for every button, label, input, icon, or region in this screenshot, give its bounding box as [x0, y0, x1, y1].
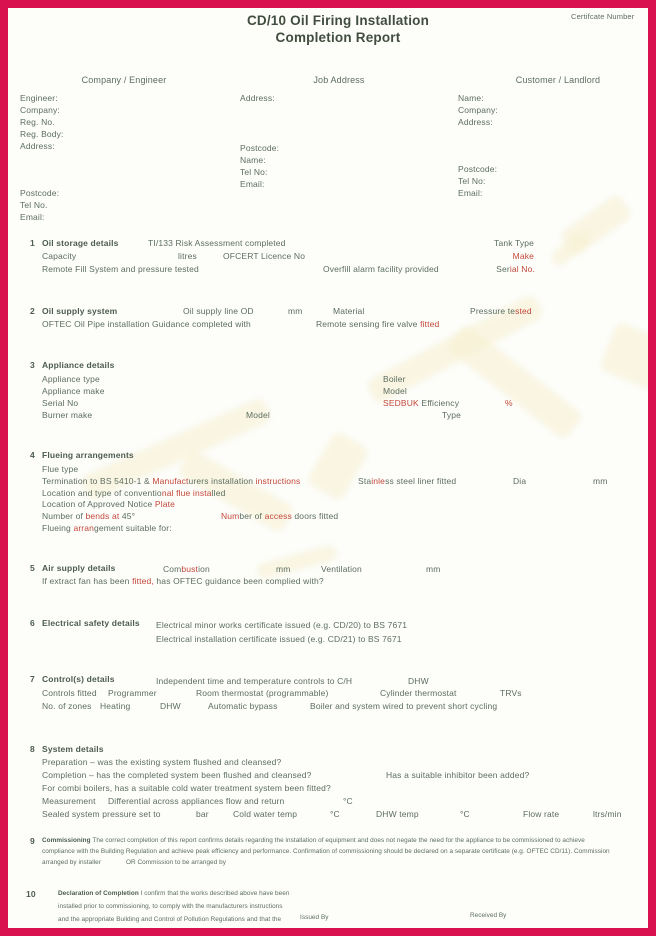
- label-flueing-suitable-for: Flueing arrangement suitable for:: [42, 523, 172, 533]
- label-mm: mm: [288, 306, 303, 316]
- label-cold-water-degc: °C: [330, 809, 340, 819]
- label-preparation: Preparation – was the existing system flushed and cleansed?: [42, 757, 282, 767]
- label-liner-mm: mm: [593, 476, 608, 486]
- label-received-by: Received By: [470, 912, 507, 919]
- label-short-cycling: Boiler and system wired to prevent short cycling: [310, 701, 498, 711]
- label-completion: Completion – has the completed system been flushed and cleansed?: [42, 770, 312, 780]
- label-combustion-mm: mm: [276, 564, 291, 574]
- label-oil-supply-line-od: Oil supply line OD: [183, 306, 254, 316]
- label-model: Model: [383, 386, 407, 396]
- label-issued-by: Issued By: [300, 914, 329, 921]
- section-3-title: Appliance details: [42, 360, 115, 370]
- label-cust-email: Email:: [458, 188, 483, 198]
- section-6-title: Electrical safety details: [42, 618, 140, 628]
- label-dhw-temp: DHW temp: [376, 809, 419, 819]
- label-termination-bs5410: Termination to BS 5410-1 & Manufacturers installation instructions: [42, 476, 301, 486]
- label-reg-no: Reg. No.: [20, 117, 55, 127]
- label-minor-works-certificate: Electrical minor works certificate issued (e.g. CD/20) to BS 7671: [156, 620, 408, 630]
- label-commission-arranged-by-installer: arranged by installer: [42, 859, 101, 866]
- section-3-number: 3: [30, 360, 35, 370]
- commissioning-text-line2: compliance with the Building Regulation and achieve peak efficiency and performance. Confirmation of commissioning should be declared on a separate certificate (e.g. OFTEC CD/11). Commission: [42, 848, 610, 855]
- label-material: Material: [333, 306, 365, 316]
- label-burner-make: Burner make: [42, 410, 93, 420]
- section-9-number: 9: [30, 836, 35, 846]
- label-cust-postcode: Postcode:: [458, 164, 498, 174]
- label-sealed-system: Sealed system pressure set to: [42, 809, 161, 819]
- label-serial-no: Serial No.: [496, 264, 535, 274]
- label-address: Address:: [20, 141, 55, 151]
- label-ltrs-min: ltrs/min: [593, 809, 622, 819]
- label-stainless-liner: Stainless steel liner fitted: [358, 476, 457, 486]
- column-header-customer-landlord: Customer / Landlord: [515, 75, 601, 85]
- label-controls-fitted: Controls fitted: [42, 688, 97, 698]
- label-job-name: Name:: [240, 155, 266, 165]
- label-dia: Dia: [513, 476, 527, 486]
- section-7-title: Control(s) details: [42, 674, 115, 684]
- label-or-commission-arranged-by: OR Commission to be arranged by: [126, 859, 226, 866]
- label-percent: %: [505, 398, 513, 408]
- watermark-blob: [255, 544, 338, 581]
- label-location-notice-plate: Location of Approved Notice Plate: [42, 499, 176, 509]
- label-appliance-type: Appliance type: [42, 374, 100, 384]
- label-boiler: Boiler: [383, 374, 406, 384]
- label-appliance-make: Appliance make: [42, 386, 105, 396]
- label-make: Make: [512, 251, 534, 261]
- column-header-company-engineer: Company / Engineer: [81, 75, 167, 85]
- section-4-number: 4: [30, 450, 35, 460]
- label-differential-degc: °C: [343, 796, 353, 806]
- label-dhw: DHW: [408, 676, 429, 686]
- label-cold-water-temp: Cold water temp: [233, 809, 298, 819]
- label-heating: Heating: [100, 701, 131, 711]
- declaration-text-line2: installed prior to commissioning, to comply with the manufacturers instructions: [58, 903, 283, 910]
- commissioning-text-line1: Commissioning The correct completion of this report confirms details regarding the installation of equipment and does not negate the need for the appliance to be commissioned to achieve: [42, 837, 585, 844]
- report-title-line2: Completion Report: [275, 30, 401, 45]
- watermark-blob: [446, 323, 584, 441]
- section-1-number: 1: [30, 238, 35, 248]
- label-job-address: Address:: [240, 93, 275, 103]
- label-ventilation-mm: mm: [426, 564, 441, 574]
- label-capacity: Capacity: [42, 251, 77, 261]
- watermark-blob: [598, 321, 656, 391]
- label-postcode: Postcode:: [20, 188, 60, 198]
- label-risk-assessment: TI/133 Risk Assessment completed: [148, 238, 286, 248]
- label-ofcert-licence: OFCERT Licence No: [223, 251, 306, 261]
- label-job-tel-no: Tel No:: [240, 167, 268, 177]
- label-measurement: Measurement: [42, 796, 96, 806]
- label-cust-name: Name:: [458, 93, 484, 103]
- label-combustion: Combustion: [163, 564, 210, 574]
- section-2-number: 2: [30, 306, 35, 316]
- label-inhibitor: Has a suitable inhibitor been added?: [386, 770, 530, 780]
- label-company: Company:: [20, 105, 60, 115]
- section-7-number: 7: [30, 674, 35, 684]
- label-remote-fill: Remote Fill System and pressure tested: [42, 264, 199, 274]
- label-no-of-zones: No. of zones: [42, 701, 92, 711]
- declaration-text-line4: operating requirements have been demonstrated to the owner/end user: [58, 929, 264, 936]
- label-extract-fan: If extract fan has been fitted, has OFTEC guidance been complied with?: [42, 576, 324, 586]
- declaration-text-line3: and the appropriate Building and Control of Pollution Regulations and that the: [58, 916, 282, 923]
- label-bar: bar: [196, 809, 209, 819]
- label-date: Date: [300, 928, 314, 935]
- label-independent-controls: Independent time and temperature controls to C/H: [156, 676, 353, 686]
- label-room-thermostat: Room thermostat (programmable): [196, 688, 329, 698]
- label-appliance-serial-no: Serial No: [42, 398, 79, 408]
- label-cylinder-thermostat: Cylinder thermostat: [380, 688, 457, 698]
- label-cust-address: Address:: [458, 117, 493, 127]
- label-burner-type: Type: [442, 410, 462, 420]
- label-access-doors: Number of access doors fitted: [221, 511, 339, 521]
- label-fire-valve-fitted: Remote sensing fire valve fitted: [316, 319, 440, 329]
- label-flow-rate: Flow rate: [523, 809, 560, 819]
- label-trvs: TRVs: [500, 688, 522, 698]
- label-zones-dhw: DHW: [160, 701, 181, 711]
- label-differential: Differential across appliances flow and return: [108, 796, 285, 806]
- label-job-postcode: Postcode:: [240, 143, 280, 153]
- watermark-blob: [306, 430, 371, 502]
- section-2-title: Oil supply system: [42, 306, 118, 316]
- label-job-email: Email:: [240, 179, 265, 189]
- section-5-title: Air supply details: [42, 563, 116, 573]
- label-reg-body: Reg. Body:: [20, 129, 64, 139]
- certificate-number-label: Certifcate Number: [571, 12, 635, 21]
- label-installation-certificate: Electrical installation certificate issued (e.g. CD/21) to BS 7671: [156, 634, 402, 644]
- section-4-title: Flueing arrangements: [42, 450, 134, 460]
- label-burner-model: Model: [246, 410, 270, 420]
- label-email: Email:: [20, 212, 45, 222]
- section-1-title: Oil storage details: [42, 238, 119, 248]
- label-litres: litres: [178, 251, 197, 261]
- section-8-number: 8: [30, 744, 35, 754]
- label-combi-boilers: For combi boilers, has a suitable cold water treatment system been fitted?: [42, 783, 331, 793]
- label-location-conventional-flue: Location and type of conventional flue installed: [42, 488, 226, 498]
- label-cust-tel-no: Tel No:: [458, 176, 486, 186]
- label-sedbuk-efficiency: SEDBUK Efficiency: [383, 398, 460, 408]
- section-6-number: 6: [30, 618, 35, 628]
- label-tel-no: Tel No.: [20, 200, 48, 210]
- label-engineer: Engineer:: [20, 93, 58, 103]
- section-8-title: System details: [42, 744, 104, 754]
- label-programmer: Programmer: [108, 688, 157, 698]
- report-title-line1: CD/10 Oil Firing Installation: [246, 13, 430, 28]
- label-automatic-bypass: Automatic bypass: [208, 701, 278, 711]
- declaration-text-line1: Declaration of Completion I confirm that the works described above have been: [58, 890, 290, 897]
- label-number-of-bends: Number of bends at 45°: [42, 511, 136, 521]
- label-pressure-tested: Pressure tested: [470, 306, 532, 316]
- label-dhw-degc: °C: [460, 809, 470, 819]
- section-5-number: 5: [30, 563, 35, 573]
- label-flue-type: Flue type: [42, 464, 79, 474]
- label-oftec-guidance: OFTEC Oil Pipe installation Guidance completed with: [42, 319, 251, 329]
- label-overfill-alarm: Overfill alarm facility provided: [323, 264, 439, 274]
- section-10-number: 10: [26, 889, 36, 899]
- label-tank-type: Tank Type: [494, 238, 534, 248]
- label-ventilation: Ventilation: [321, 564, 362, 574]
- label-cust-company: Company:: [458, 105, 498, 115]
- column-header-job-address: Job Address: [313, 75, 365, 85]
